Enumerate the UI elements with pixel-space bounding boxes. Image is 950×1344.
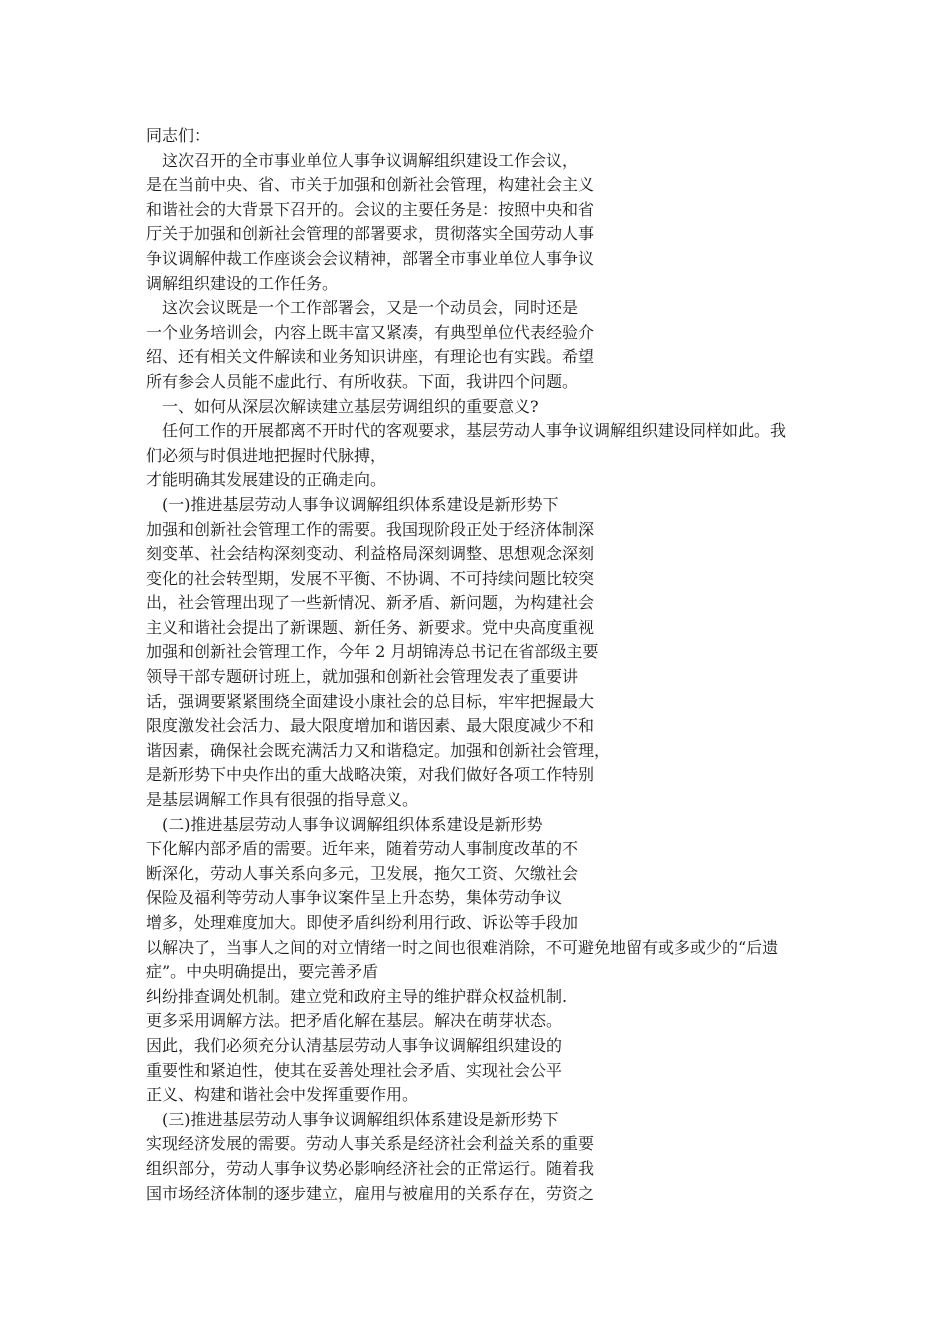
text-line: 绍、还有相关文件解读和业务知识讲座，有理论也有实践。希望 bbox=[146, 347, 595, 367]
text-line: 以解决了，当事人之间的对立情绪一时之间也很难消除，不可避免地留有或多或少的“后遗 bbox=[146, 937, 779, 957]
text-line: 正义、构建和谐社会中发挥重要作用。 bbox=[146, 1085, 419, 1105]
text-line: 争议调解仲裁工作座谈会会议精神，部署全市事业单位人事争议 bbox=[146, 248, 595, 268]
text-line: 加强和创新社会管理工作，今年 2 月胡锦涛总书记在省部级主要 bbox=[146, 642, 599, 662]
text-line: (三)推进基层劳动人事争议调解组织体系建设是新形势下 bbox=[146, 1109, 559, 1129]
text-line: 同志们： bbox=[146, 126, 211, 145]
text-line: 断深化，劳动人事关系向多元，卫发展，拖欠工资、欠缴社会 bbox=[146, 863, 579, 883]
text-line: 因此，我们必须充分认清基层劳动人事争议调解组织建设的 bbox=[146, 1035, 563, 1055]
text-line: 谐因素，确保社会既充满活力又和谐稳定。加强和创新社会管理， bbox=[146, 740, 611, 760]
text-line: 是基层调解工作具有很强的指导意义。 bbox=[146, 790, 419, 810]
text-line: 加强和创新社会管理工作的需要。我国现阶段正处于经济体制深 bbox=[146, 519, 595, 539]
text-line: 增多，处理难度加大。即使矛盾纠纷利用行政、诉讼等手段加 bbox=[146, 913, 579, 932]
text-line: 才能明确其发展建设的正确走向。 bbox=[146, 470, 387, 490]
text-line: 更多采用调解方法。把矛盾化解在基层。解决在萌芽状态。 bbox=[146, 1011, 563, 1031]
text-line: 一个业务培训会，内容上既丰富又紧凑，有典型单位代表经验介 bbox=[146, 322, 595, 342]
text-line: 厅关于加强和创新社会管理的部署要求，贯彻落实全国劳动人事 bbox=[146, 224, 595, 244]
text-line: 实现经济发展的需要。劳动人事关系是经济社会利益关系的重要 bbox=[146, 1134, 595, 1154]
text-line: 刻变革、社会结构深刻变动、利益格局深刻调整、思想观念深刻 bbox=[146, 544, 595, 564]
document-body bbox=[146, 124, 826, 1206]
text-line: 一、如何从深层次解读建立基层劳调组织的重要意义? bbox=[146, 396, 539, 416]
text-line: 重要性和紧迫性，使其在妥善处理社会矛盾、实现社会公平 bbox=[146, 1060, 563, 1080]
text-line: 这次召开的全市事业单位人事争议调解组织建设工作会议， bbox=[146, 150, 579, 170]
text-line: 限度激发社会活力、最大限度增加和谐因素、最大限度减少不和 bbox=[146, 716, 595, 736]
text-line: 话，强调要紧紧围绕全面建设小康社会的总目标，牢牢把握最大 bbox=[146, 691, 595, 711]
text-line: 是新形势下中央作出的重大战略决策，对我们做好各项工作特别 bbox=[146, 765, 595, 785]
text-line: (一)推进基层劳动人事争议调解组织体系建设是新形势下 bbox=[146, 494, 559, 514]
text-line: 组织部分，劳动人事争议势必影响经济社会的正常运行。随着我 bbox=[146, 1158, 595, 1178]
text-line: 是在当前中央、省、市关于加强和创新社会管理，构建社会主义 bbox=[146, 175, 595, 195]
text-line: 调解组织建设的工作任务。 bbox=[146, 273, 339, 293]
text-line: 国市场经济体制的逐步建立，雇用与被雇用的关系存在，劳资之 bbox=[146, 1183, 595, 1203]
text-line: 下化解内部矛盾的需要。近年来，随着劳动人事制度改革的不 bbox=[146, 839, 579, 859]
text-line: 所有参会人员能不虚此行、有所收获。下面，我讲四个问题。 bbox=[146, 371, 579, 391]
text-line: 们必须与时俱进地把握时代脉搏， bbox=[146, 445, 387, 465]
text-line: 和谐社会的大背景下召开的。会议的主要任务是：按照中央和省 bbox=[146, 199, 595, 219]
text-line: 保险及福利等劳动人事争议案件呈上升态势，集体劳动争议 bbox=[146, 888, 563, 908]
text-line: 出，社会管理出现了一些新情况、新矛盾、新问题，为构建社会 bbox=[146, 593, 595, 613]
text-line: 领导干部专题研讨班上，就加强和创新社会管理发表了重要讲 bbox=[146, 667, 579, 687]
text-line: (二)推进基层劳动人事争议调解组织体系建设是新形势 bbox=[146, 814, 543, 834]
text-line: 主义和谐社会提出了新课题、新任务、新要求。党中央高度重视 bbox=[146, 617, 595, 637]
text-line: 变化的社会转型期，发展不平衡、不协调、不可持续问题比较突 bbox=[146, 568, 595, 588]
text-line: 纠纷排查调处机制。建立党和政府主导的维护群众权益机制. bbox=[146, 986, 568, 1006]
text-line: 症”。中央明确提出，要完善矛盾 bbox=[146, 962, 379, 982]
text-line: 这次会议既是一个工作部署会，又是一个动员会，同时还是 bbox=[146, 298, 579, 318]
text-line: 任何工作的开展都离不开时代的客观要求，基层劳动人事争议调解组织建设同样如此。我 bbox=[146, 421, 787, 441]
